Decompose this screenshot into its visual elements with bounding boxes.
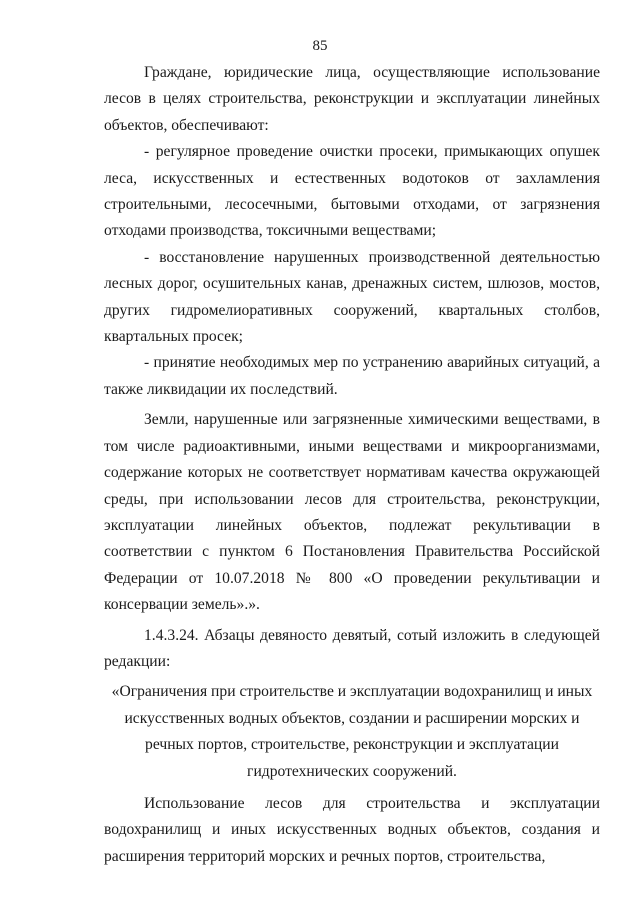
paragraph-intro: Граждане, юридические лица, осуществляющие использование лесов в целях строительства, реконструкции и эксплуатации линейных объектов, обеспечивают:: [104, 64, 600, 134]
paragraph-lands: Земли, нарушенные или загрязненные химическими веществами, в том числе радиоактивными, иными веществами и микроорганизмами, содержание которых не соответствует нормативам качества окружающей среды, при использовании лесов для строительства, реконструкции, эксплуатации линейных объектов, подлежат рекультивации в соответствии с пунктом 6 Постановления Правительства Российской Федерации от 10.07.2018 № 800 «О проведении рекультивации и консервации земель».».: [104, 411, 600, 614]
paragraph-final: Использование лесов для строительства и эксплуатации водохранилищ и иных искусственных водных объектов, создания и расширения территорий морских и речных портов, строительства,: [104, 794, 600, 865]
document-body: [104, 60, 600, 870]
page-number: 85: [312, 38, 328, 54]
section-heading: «Ограничения при строительстве и эксплуатации водохранилищ и иных искусственных водных объектов, создании и расширении морских и речных портов, строительстве, реконструкции и эксплуатации гидротехнических сооружений.: [111, 683, 593, 780]
paragraph-list-item-3: - принятие необходимых мер по устранению аварийных ситуаций, а также ликвидации их последствий.: [104, 354, 600, 398]
paragraph-amendment: 1.4.3.24. Абзацы девяносто девятый, сотый изложить в следующей редакции:: [104, 626, 600, 670]
paragraph-list-item-1: - регулярное проведение очистки просеки, примыкающих опушек леса, искусственных и естественных водотоков от захламления строительными, лесосечными, бытовыми отходами, от загрязнения отходами производства, токсичными веществами;: [104, 143, 600, 240]
paragraph-list-item-2: - восстановление нарушенных производственной деятельностью лесных дорог, осушительных канав, дренажных систем, шлюзов, мостов, других гидромелиоративных сооружений, квартальных столбов, квартальных просек;: [104, 248, 600, 346]
